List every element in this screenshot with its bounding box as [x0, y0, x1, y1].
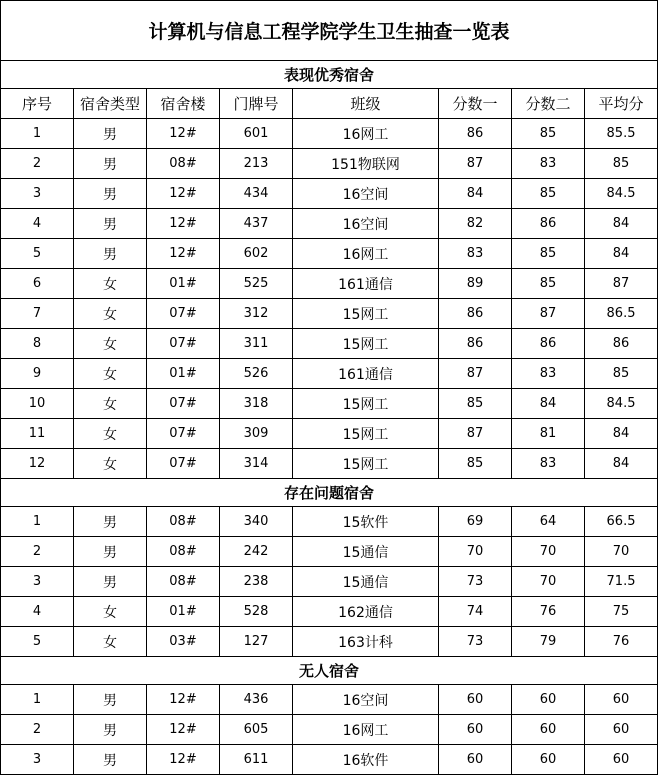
table-cell: 女	[74, 419, 147, 449]
table-cell: 82	[439, 209, 512, 239]
table-cell: 男	[74, 745, 147, 775]
table-row	[1, 745, 658, 775]
column-header: 分数二	[512, 89, 585, 119]
table-cell: 70	[512, 537, 585, 567]
table-cell: 60	[439, 715, 512, 745]
table-cell: 83	[439, 239, 512, 269]
table-cell: 309	[220, 419, 293, 449]
table-cell: 318	[220, 389, 293, 419]
table-cell: 07#	[147, 449, 220, 479]
table-cell: 60	[585, 745, 658, 775]
table-cell: 70	[512, 567, 585, 597]
table-cell: 84	[585, 449, 658, 479]
table-cell: 07#	[147, 389, 220, 419]
table-cell: 162通信	[293, 597, 439, 627]
table-cell: 07#	[147, 419, 220, 449]
table-cell: 15通信	[293, 537, 439, 567]
table-cell: 12#	[147, 209, 220, 239]
table-row	[1, 627, 658, 657]
table-cell: 女	[74, 299, 147, 329]
table-row	[1, 507, 658, 537]
table-cell: 女	[74, 449, 147, 479]
table-cell: 5	[1, 627, 74, 657]
table-cell: 85	[439, 389, 512, 419]
table-cell: 16网工	[293, 715, 439, 745]
table-cell: 75	[585, 597, 658, 627]
table-cell: 07#	[147, 299, 220, 329]
table-cell: 15软件	[293, 507, 439, 537]
table-cell: 12#	[147, 179, 220, 209]
table-cell: 60	[512, 685, 585, 715]
table-cell: 男	[74, 179, 147, 209]
table-cell: 2	[1, 149, 74, 179]
table-cell: 87	[585, 269, 658, 299]
table-cell: 85	[512, 239, 585, 269]
column-header: 平均分	[585, 89, 658, 119]
table-cell: 83	[512, 149, 585, 179]
table-cell: 男	[74, 239, 147, 269]
table-cell: 70	[585, 537, 658, 567]
table-cell: 1	[1, 685, 74, 715]
table-cell: 8	[1, 329, 74, 359]
table-cell: 01#	[147, 269, 220, 299]
table-cell: 女	[74, 389, 147, 419]
table-cell: 12#	[147, 239, 220, 269]
table-cell: 76	[512, 597, 585, 627]
table-cell: 15网工	[293, 419, 439, 449]
table-row	[1, 597, 658, 627]
table-cell: 85.5	[585, 119, 658, 149]
table-cell: 525	[220, 269, 293, 299]
table-cell: 127	[220, 627, 293, 657]
table-cell: 女	[74, 359, 147, 389]
table-row	[1, 567, 658, 597]
table-cell: 436	[220, 685, 293, 715]
table-cell: 9	[1, 359, 74, 389]
section-title: 无人宿舍	[1, 657, 658, 685]
table-cell: 3	[1, 179, 74, 209]
table-cell: 86	[439, 329, 512, 359]
table-cell: 16网工	[293, 239, 439, 269]
table-cell: 15网工	[293, 449, 439, 479]
table-cell: 12#	[147, 715, 220, 745]
table-cell: 2	[1, 715, 74, 745]
table-cell: 女	[74, 329, 147, 359]
table-cell: 73	[439, 627, 512, 657]
table-cell: 08#	[147, 567, 220, 597]
table-cell: 87	[439, 359, 512, 389]
table-cell: 10	[1, 389, 74, 419]
table-cell: 89	[439, 269, 512, 299]
table-cell: 12#	[147, 745, 220, 775]
table-cell: 60	[585, 685, 658, 715]
table-cell: 4	[1, 209, 74, 239]
table-row	[1, 449, 658, 479]
table-row	[1, 179, 658, 209]
table-cell: 01#	[147, 359, 220, 389]
table-cell: 605	[220, 715, 293, 745]
table-cell: 男	[74, 537, 147, 567]
table-cell: 151物联网	[293, 149, 439, 179]
table-cell: 76	[585, 627, 658, 657]
table-cell: 60	[439, 685, 512, 715]
table-cell: 86	[439, 299, 512, 329]
table-row	[1, 269, 658, 299]
table-cell: 16空间	[293, 179, 439, 209]
table-cell: 女	[74, 269, 147, 299]
table-cell: 4	[1, 597, 74, 627]
table-cell: 611	[220, 745, 293, 775]
table-title: 计算机与信息工程学院学生卫生抽查一览表	[1, 1, 658, 61]
table-cell: 60	[439, 745, 512, 775]
column-header: 分数一	[439, 89, 512, 119]
table-cell: 85	[585, 149, 658, 179]
column-header: 宿舍类型	[74, 89, 147, 119]
table-cell: 83	[512, 449, 585, 479]
table-cell: 15通信	[293, 567, 439, 597]
table-row	[1, 359, 658, 389]
table-cell: 1	[1, 119, 74, 149]
table-row	[1, 685, 658, 715]
table-cell: 84	[512, 389, 585, 419]
table-row	[1, 329, 658, 359]
table-cell: 66.5	[585, 507, 658, 537]
table-cell: 男	[74, 507, 147, 537]
table-row	[1, 389, 658, 419]
table-row	[1, 715, 658, 745]
table-cell: 女	[74, 627, 147, 657]
table-cell: 528	[220, 597, 293, 627]
table-cell: 85	[512, 269, 585, 299]
table-cell: 73	[439, 567, 512, 597]
table-cell: 314	[220, 449, 293, 479]
section-title: 存在问题宿舍	[1, 479, 658, 507]
table-cell: 3	[1, 567, 74, 597]
table-cell: 213	[220, 149, 293, 179]
table-cell: 男	[74, 685, 147, 715]
table-cell: 1	[1, 507, 74, 537]
table-cell: 601	[220, 119, 293, 149]
table-cell: 15网工	[293, 389, 439, 419]
table-cell: 312	[220, 299, 293, 329]
table-row	[1, 299, 658, 329]
table-row	[1, 119, 658, 149]
table-cell: 85	[439, 449, 512, 479]
table-cell: 16软件	[293, 745, 439, 775]
table-cell: 87	[439, 149, 512, 179]
header-row	[1, 89, 658, 119]
table-cell: 女	[74, 597, 147, 627]
table-cell: 08#	[147, 507, 220, 537]
table-row	[1, 537, 658, 567]
table-cell: 238	[220, 567, 293, 597]
table-cell: 242	[220, 537, 293, 567]
table-cell: 84	[585, 239, 658, 269]
table-cell: 163计科	[293, 627, 439, 657]
table-cell: 7	[1, 299, 74, 329]
table-cell: 311	[220, 329, 293, 359]
table-cell: 84	[585, 419, 658, 449]
table-row	[1, 209, 658, 239]
table-cell: 86	[512, 209, 585, 239]
table-cell: 11	[1, 419, 74, 449]
table-cell: 86	[512, 329, 585, 359]
table-cell: 526	[220, 359, 293, 389]
table-cell: 60	[512, 715, 585, 745]
column-header: 班级	[293, 89, 439, 119]
table-cell: 86.5	[585, 299, 658, 329]
table-row	[1, 419, 658, 449]
table-cell: 81	[512, 419, 585, 449]
table-cell: 16空间	[293, 685, 439, 715]
table-cell: 74	[439, 597, 512, 627]
table-cell: 15网工	[293, 299, 439, 329]
table-cell: 70	[439, 537, 512, 567]
table-cell: 5	[1, 239, 74, 269]
table-cell: 6	[1, 269, 74, 299]
table-cell: 86	[439, 119, 512, 149]
table-cell: 85	[512, 119, 585, 149]
table-cell: 16网工	[293, 119, 439, 149]
table-cell: 08#	[147, 537, 220, 567]
column-header: 宿舍楼	[147, 89, 220, 119]
table-cell: 12	[1, 449, 74, 479]
column-header: 门牌号	[220, 89, 293, 119]
table-cell: 15网工	[293, 329, 439, 359]
table-cell: 71.5	[585, 567, 658, 597]
table-cell: 03#	[147, 627, 220, 657]
table-cell: 87	[512, 299, 585, 329]
table-cell: 161通信	[293, 359, 439, 389]
table-cell: 64	[512, 507, 585, 537]
table-cell: 161通信	[293, 269, 439, 299]
table-cell: 12#	[147, 685, 220, 715]
table-cell: 08#	[147, 149, 220, 179]
table-cell: 男	[74, 209, 147, 239]
table-cell: 07#	[147, 329, 220, 359]
table-cell: 69	[439, 507, 512, 537]
table-row	[1, 239, 658, 269]
table-cell: 男	[74, 149, 147, 179]
table-cell: 85	[585, 359, 658, 389]
table-cell: 437	[220, 209, 293, 239]
table-cell: 434	[220, 179, 293, 209]
table-cell: 01#	[147, 597, 220, 627]
table-cell: 85	[512, 179, 585, 209]
section-title: 表现优秀宿舍	[1, 61, 658, 89]
table-cell: 60	[585, 715, 658, 745]
table-cell: 602	[220, 239, 293, 269]
table-cell: 87	[439, 419, 512, 449]
column-header: 序号	[1, 89, 74, 119]
table-cell: 84.5	[585, 179, 658, 209]
table-cell: 83	[512, 359, 585, 389]
table-cell: 84	[585, 209, 658, 239]
table-cell: 84.5	[585, 389, 658, 419]
table-cell: 60	[512, 745, 585, 775]
table-row	[1, 149, 658, 179]
table-cell: 84	[439, 179, 512, 209]
table-cell: 男	[74, 567, 147, 597]
table-cell: 16空间	[293, 209, 439, 239]
table-cell: 86	[585, 329, 658, 359]
table-cell: 12#	[147, 119, 220, 149]
table-cell: 男	[74, 119, 147, 149]
table-cell: 79	[512, 627, 585, 657]
table-cell: 3	[1, 745, 74, 775]
table-cell: 男	[74, 715, 147, 745]
table-cell: 2	[1, 537, 74, 567]
table-cell: 340	[220, 507, 293, 537]
